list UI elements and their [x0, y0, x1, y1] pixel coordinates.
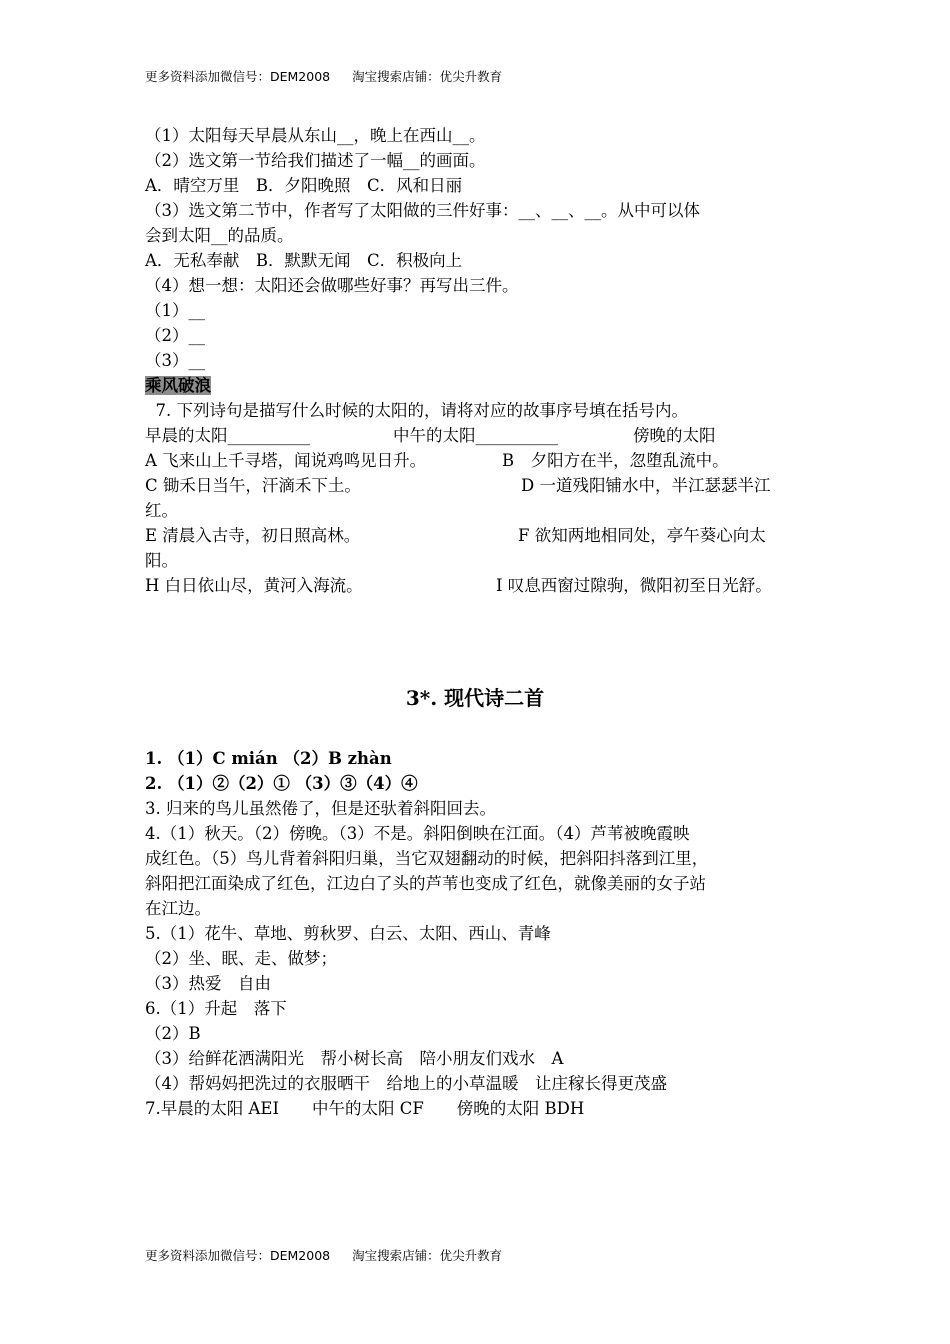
poem-option: 红。: [145, 501, 178, 520]
poem-option: I 叹息西窗过隙驹，微阳初至日光舒。: [496, 576, 772, 595]
poem-row: [145, 473, 817, 498]
question-line: （2）__: [145, 326, 205, 345]
answer-line: 在江边。: [145, 899, 211, 918]
question-line: （3）__: [145, 351, 205, 370]
answer-line: 1. （1）C mián （2）B zhàn: [145, 749, 392, 768]
question-line: A．无私奉献 B．默默无闻 C．积极向上: [145, 251, 463, 270]
poem-row: [145, 498, 817, 523]
poem-option: C 锄禾日当午，汗滴禾下土。: [145, 476, 361, 495]
footer-wechat: 更多资料添加微信号：DEM2008: [145, 1248, 331, 1263]
poem-option: A 飞来山上千寻塔，闻说鸡鸣见日升。: [145, 451, 427, 470]
blank-noon: 中午的太阳__________: [393, 426, 558, 445]
q7-blanks: [145, 423, 817, 448]
section-label: 乘风破浪: [145, 376, 211, 395]
answer-line: （2）坐、眠、走、做梦；: [145, 949, 337, 968]
footer-shop: 淘宝搜索店铺：优尖升教育: [352, 1248, 503, 1263]
blank-evening: 傍晚的太阳: [633, 426, 716, 445]
poem-row: [145, 448, 817, 473]
answers-title: 3*. 现代诗二首: [405, 686, 545, 710]
poem-option: D 一道残阳铺水中，半江瑟瑟半江: [521, 476, 771, 495]
question-line: A．晴空万里 B．夕阳晚照 C．风和日丽: [145, 176, 463, 195]
poem-row: [145, 523, 817, 548]
answer-line: 4.（1）秋天。（2）傍晚。（3）不是。斜阳倒映在江面。（4）芦苇被晚霞映: [145, 824, 690, 843]
questions-block: [145, 123, 817, 598]
header-shop: 淘宝搜索店铺：优尖升教育: [352, 69, 503, 84]
poem-option: E 清晨入古寺，初日照高林。: [145, 526, 361, 545]
q7-stem: 7. 下列诗句是描写什么时候的太阳的，请将对应的故事序号填在括号内。: [145, 401, 688, 420]
answer-line: （3）热爱 自由: [145, 974, 271, 993]
page-footer: [145, 1246, 502, 1264]
answer-line: （3）给鲜花洒满阳光 帮小树长高 陪小朋友们戏水 A: [145, 1049, 564, 1068]
question-line: （4）想一想：太阳还会做哪些好事？再写出三件。: [145, 276, 519, 295]
question-line: （1）__: [145, 301, 205, 320]
answer-line: 7.早晨的太阳 AEI 中午的太阳 CF 傍晚的太阳 BDH: [145, 1099, 585, 1118]
answers-block: [145, 746, 817, 1121]
answer-line: （4）帮妈妈把洗过的衣服晒干 给地上的小草温暖 让庄稼长得更茂盛: [145, 1074, 667, 1093]
answer-line: 斜阳把江面染成了红色，江边白了头的芦苇也变成了红色，就像美丽的女子站: [145, 874, 706, 893]
poem-option: F 欲知两地相同处，亭午葵心向太: [518, 526, 766, 545]
poem-row: [145, 548, 817, 573]
page-header: [145, 67, 502, 85]
answer-line: 2. （1）②（2）① （3）③（4）④: [145, 774, 418, 793]
answer-line: 成红色。（5）鸟儿背着斜阳归巢，当它双翅翻动的时候，把斜阳抖落到江里，: [145, 849, 709, 868]
question-line: （3）选文第二节中，作者写了太阳做的三件好事：__、__、__。从中可以体: [145, 201, 700, 220]
answer-line: 5.（1）花牛、草地、剪秋罗、白云、太阳、西山、青峰: [145, 924, 551, 943]
poem-option: B 夕阳方在半，忽堕乱流中。: [502, 451, 729, 470]
poem-row: [145, 573, 817, 598]
question-line: （1）太阳每天早晨从东山__，晚上在西山__。: [145, 126, 486, 145]
answer-line: （2）B: [145, 1024, 201, 1043]
header-wechat: 更多资料添加微信号：DEM2008: [145, 69, 331, 84]
blank-morning: 早晨的太阳__________: [145, 426, 310, 445]
answer-line: 3. 归来的鸟儿虽然倦了，但是还驮着斜阳回去。: [145, 799, 496, 818]
question-line: 会到太阳__的品质。: [145, 226, 294, 245]
poem-option: H 白日依山尽，黄河入海流。: [145, 576, 363, 595]
question-line: （2）选文第一节给我们描述了一幅__的画面。: [145, 151, 486, 170]
poem-option: 阳。: [145, 551, 178, 570]
answer-line: 6.（1）升起 落下: [145, 999, 287, 1018]
